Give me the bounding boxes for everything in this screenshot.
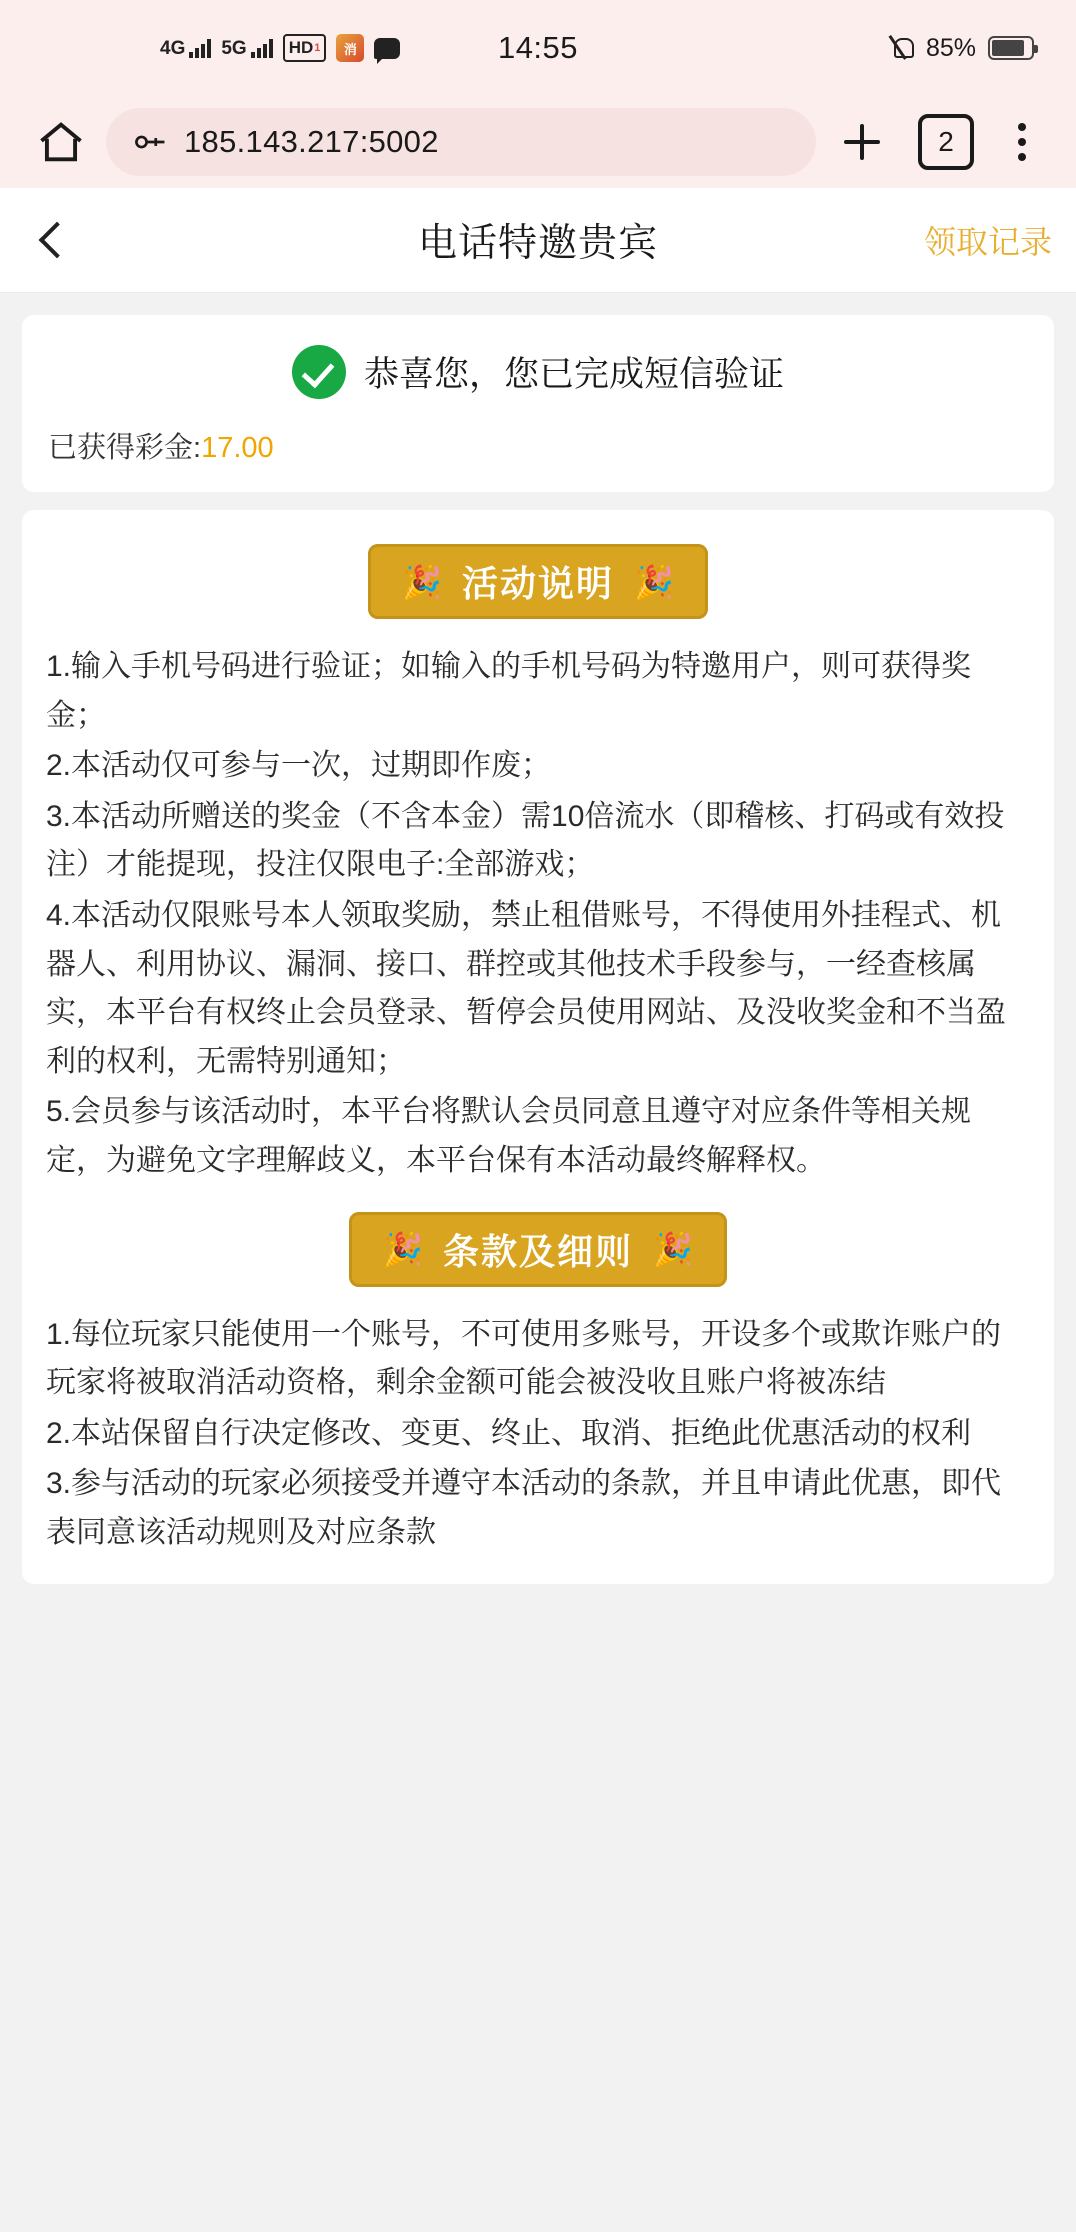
network-4g-label: 4G (160, 38, 186, 59)
rule-item: 5.会员参与该活动时，本平台将默认会员同意且遵守对应条件等相关规定，为避免文字理解歧义，本平台保有本活动最终解释权。 (46, 1095, 972, 1177)
bonus-row (48, 425, 1028, 466)
message-bubble-icon (374, 38, 400, 59)
terms-item: 2.本站保留自行决定修改、变更、终止、取消、拒绝此优惠活动的权利 (46, 1416, 972, 1450)
page-header (0, 188, 1076, 293)
ribbon-title-2: 条款及细则 (442, 1230, 633, 1272)
hd-sup: 1 (314, 42, 321, 54)
signal-bars-icon (189, 38, 211, 58)
rules-card (22, 510, 1054, 1584)
verification-status-card (22, 315, 1054, 492)
status-bar-clock: 14:55 (497, 30, 579, 65)
terms-item: 1.每位玩家只能使用一个账号，不可使用多账号，开设多个或欺诈账户的玩家将被取消活动资格，剩余金额可能会被没收且账户将被冻结 (46, 1317, 1002, 1400)
plus-icon[interactable] (830, 110, 894, 174)
url-text: 185.143.217:5002 (184, 124, 439, 159)
bonus-label: 已获得彩金: (48, 432, 202, 464)
rule-item: 4.本活动仅限账号本人领取奖励，禁止租借账号，不得使用外挂程式、机器人、利用协议、漏洞、接口、群控或其他技术手段参与，一经查核属实，本平台有权终止会员登录、暂停会员使用网站、及没收奖金和不当盈利的权利，无需特别通知； (46, 898, 1006, 1078)
bell-mute-icon (892, 35, 914, 61)
terms-text (46, 1311, 1030, 1558)
status-bar-left (160, 0, 400, 96)
tab-count-button[interactable]: 2 (918, 114, 974, 170)
success-check-icon (292, 345, 346, 399)
signal-bars-icon-2 (251, 38, 273, 58)
rule-item: 1.输入手机号码进行验证；如输入的手机号码为特邀用户，则可获得奖金； (46, 650, 972, 732)
browser-toolbar (0, 96, 1076, 188)
url-bar[interactable] (106, 108, 816, 176)
success-row (48, 345, 1028, 399)
activity-rules-text (46, 643, 1030, 1186)
success-message: 恭喜您，您已完成短信验证 (363, 355, 784, 394)
status-bar (0, 0, 1076, 96)
hd-label: HD (288, 38, 314, 57)
party-popper-icon-left: 🎉 (402, 563, 442, 600)
bonus-amount: 17.00 (201, 432, 274, 464)
network-5g-label: 5G (221, 38, 247, 59)
rule-item: 3.本活动所赠送的奖金（不含本金）需10倍流水（即稽核、打码或有效投注）才能提现，投注仅限电子:全部游戏； (46, 799, 1005, 882)
party-popper-icon-right: 🎉 (634, 563, 674, 600)
signal-5g-icon (221, 38, 272, 58)
ribbon-banner (368, 544, 708, 619)
home-icon[interactable] (30, 111, 92, 173)
overflow-menu-icon[interactable] (998, 112, 1046, 172)
status-bar-right (892, 0, 1034, 96)
page-content (0, 293, 1076, 2232)
ribbon-banner-2 (349, 1212, 727, 1287)
site-permissions-icon[interactable] (132, 126, 170, 158)
activity-rules-heading (46, 544, 1030, 619)
page-title: 电话特邀贵宾 (417, 222, 658, 265)
party-popper-icon-right-2: 🎉 (653, 1231, 693, 1268)
rule-item: 2.本活动仅可参与一次，过期即作废； (46, 749, 552, 783)
hd-voice-icon (283, 34, 327, 62)
battery-percent-label: 85% (925, 33, 976, 62)
claim-records-link[interactable]: 领取记录 (923, 224, 1052, 260)
terms-item: 3.参与活动的玩家必须接受并遵守本活动的条款，并且申请此优惠，即代表同意该活动规则及对应条款 (46, 1467, 1002, 1549)
terms-heading (46, 1212, 1030, 1287)
party-popper-icon-left-2: 🎉 (383, 1231, 423, 1268)
back-chevron-icon[interactable] (34, 220, 74, 260)
ribbon-title: 活动说明 (461, 563, 614, 604)
signal-4g-icon (160, 38, 211, 58)
notification-app-icon: 消 (336, 34, 364, 62)
battery-icon (988, 36, 1034, 60)
